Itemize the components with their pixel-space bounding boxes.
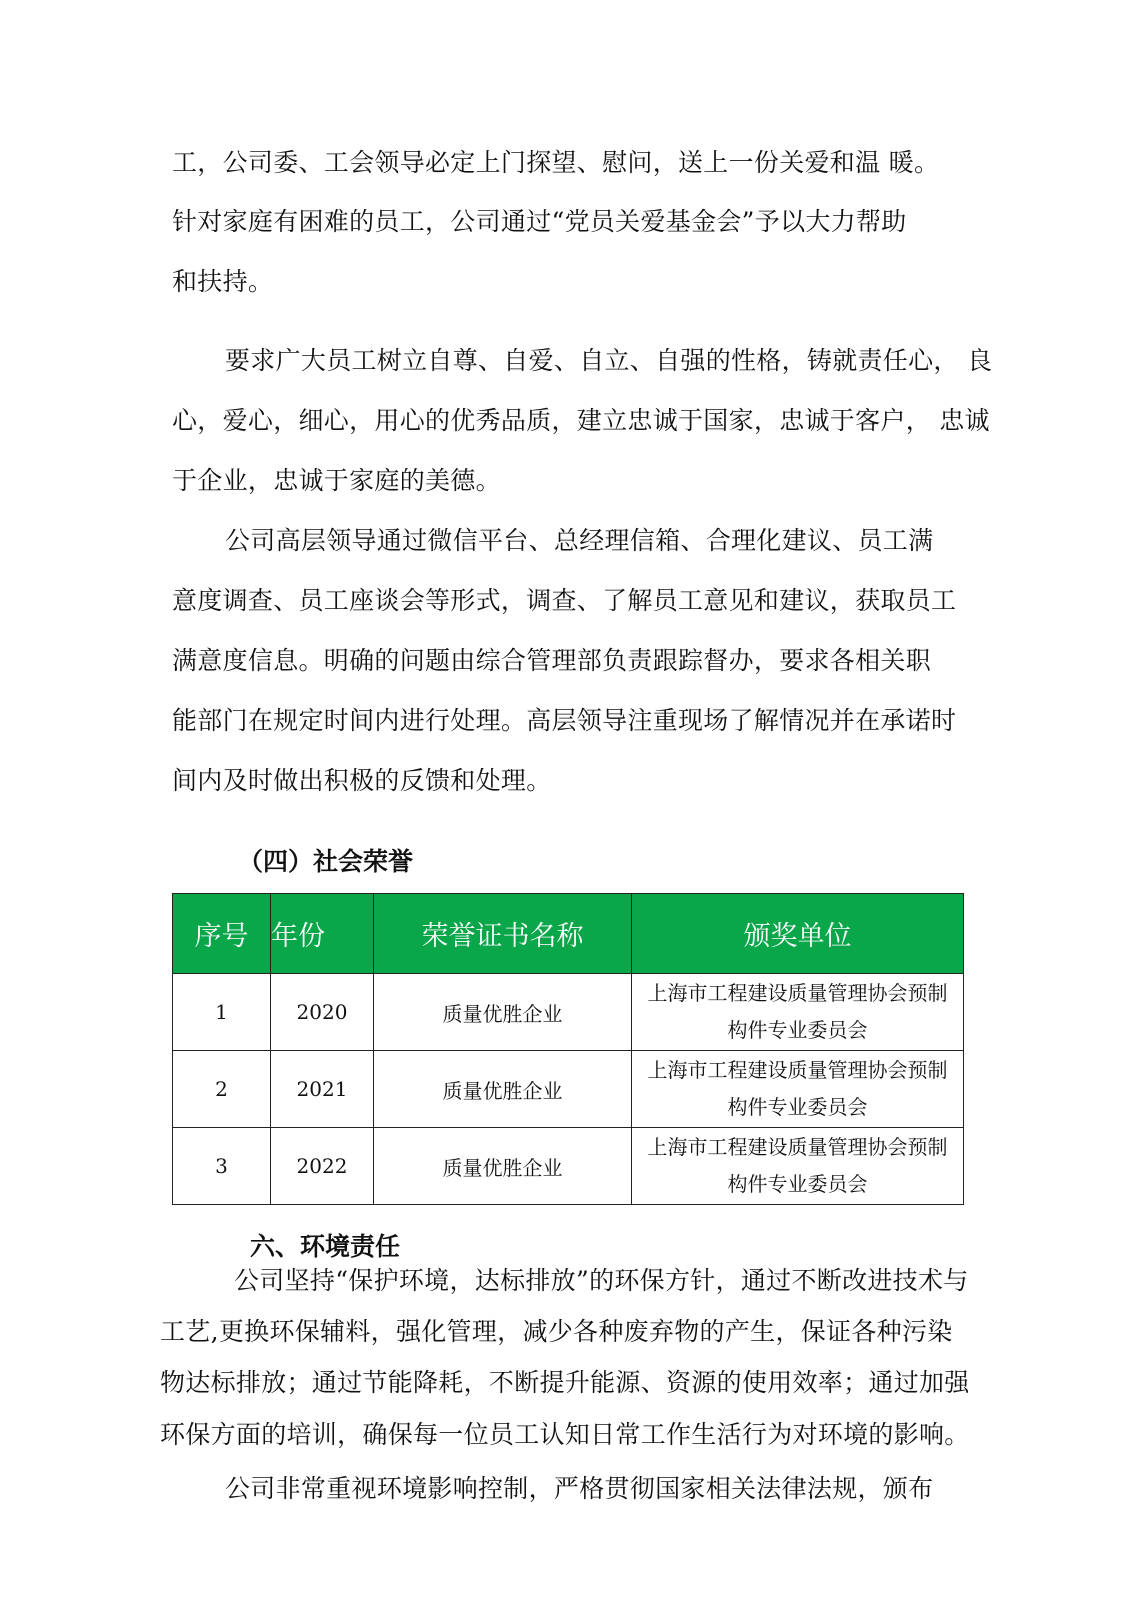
paragraph-3-line-5: 间内及时做出积极的反馈和处理。 <box>172 766 552 795</box>
paragraph-3-line-1: 公司高层领导通过微信平台、总经理信箱、合理化建议、员工满 <box>225 526 934 555</box>
table-row <box>173 1051 964 1128</box>
row-issuer-line-1: 上海市工程建设质量管理协会预制 <box>647 1058 948 1082</box>
table-row <box>173 974 964 1051</box>
environment-paragraph-1-line-4: 环保方面的培训，确保每一位员工认知日常工作生活行为对环境的影响。 <box>160 1420 970 1449</box>
row-honor-name: 质量优胜企业 <box>374 1128 632 1205</box>
row-number: 3 <box>173 1128 271 1205</box>
paragraph-2-line-1: 要求广大员工树立自尊、自爱、自立、自强的性格，铸就责任心， 良 <box>225 346 993 375</box>
environment-heading: 六、环境责任 <box>250 1232 401 1261</box>
environment-paragraph-1-line-3: 物达标排放；通过节能降耗，不断提升能源、资源的使用效率；通过加强 <box>160 1368 970 1397</box>
paragraph-2-line-2: 心，爱心，细心，用心的优秀品质，建立忠诚于国家，忠诚于客户， 忠诚 <box>172 406 990 435</box>
row-number: 2 <box>173 1051 271 1128</box>
environment-paragraph-2-line-1: 公司非常重视环境影响控制，严格贯彻国家相关法律法规，颁布 <box>225 1474 934 1503</box>
column-header-issuer: 颁奖单位 <box>632 894 964 974</box>
row-issuer-line-2: 构件专业委员会 <box>727 1172 868 1196</box>
environment-paragraph-1-line-2: 工艺,更换环保辅料，强化管理，减少各种废弃物的产生，保证各种污染 <box>160 1317 953 1346</box>
paragraph-1-line-2: 针对家庭有困难的员工，公司通过“党员关爱基金会”予以大力帮助 <box>172 207 907 236</box>
paragraph-3-line-2: 意度调查、员工座谈会等形式，调查、了解员工意见和建议，获取员工 <box>172 586 957 615</box>
row-issuer-line-2: 构件专业委员会 <box>727 1095 868 1119</box>
row-year: 2020 <box>271 974 374 1051</box>
row-honor-name: 质量优胜企业 <box>374 974 632 1051</box>
row-issuer <box>632 1051 964 1128</box>
paragraph-3-line-3: 满意度信息。明确的问题由综合管理部负责跟踪督办，要求各相关职 <box>172 646 932 675</box>
honors-heading: （四）社会荣誉 <box>238 847 414 876</box>
paragraph-2-line-3: 于企业，忠诚于家庭的美德。 <box>172 466 501 495</box>
table-row <box>173 1128 964 1205</box>
column-header-name: 荣誉证书名称 <box>374 894 632 974</box>
column-header-no: 序号 <box>173 894 271 974</box>
row-issuer-line-1: 上海市工程建设质量管理协会预制 <box>647 981 948 1005</box>
row-issuer-line-1: 上海市工程建设质量管理协会预制 <box>647 1135 948 1159</box>
row-year: 2021 <box>271 1051 374 1128</box>
row-issuer <box>632 974 964 1051</box>
paragraph-3-line-4: 能部门在规定时间内进行处理。高层领导注重现场了解情况并在承诺时 <box>172 706 957 735</box>
column-header-year: 年份 <box>271 894 374 974</box>
table-header-row <box>173 894 964 974</box>
environment-paragraph-1-line-1: 公司坚持“保护环境，达标排放”的环保方针，通过不断改进技术与 <box>234 1266 969 1295</box>
row-issuer-line-2: 构件专业委员会 <box>727 1018 868 1042</box>
row-issuer <box>632 1128 964 1205</box>
row-year: 2022 <box>271 1128 374 1205</box>
paragraph-1-line-1: 工，公司委、工会领导必定上门探望、慰问，送上一份关爱和温 暖。 <box>172 148 940 177</box>
row-number: 1 <box>173 974 271 1051</box>
honors-table <box>172 893 964 1205</box>
paragraph-1-line-3: 和扶持。 <box>172 267 274 296</box>
row-honor-name: 质量优胜企业 <box>374 1051 632 1128</box>
